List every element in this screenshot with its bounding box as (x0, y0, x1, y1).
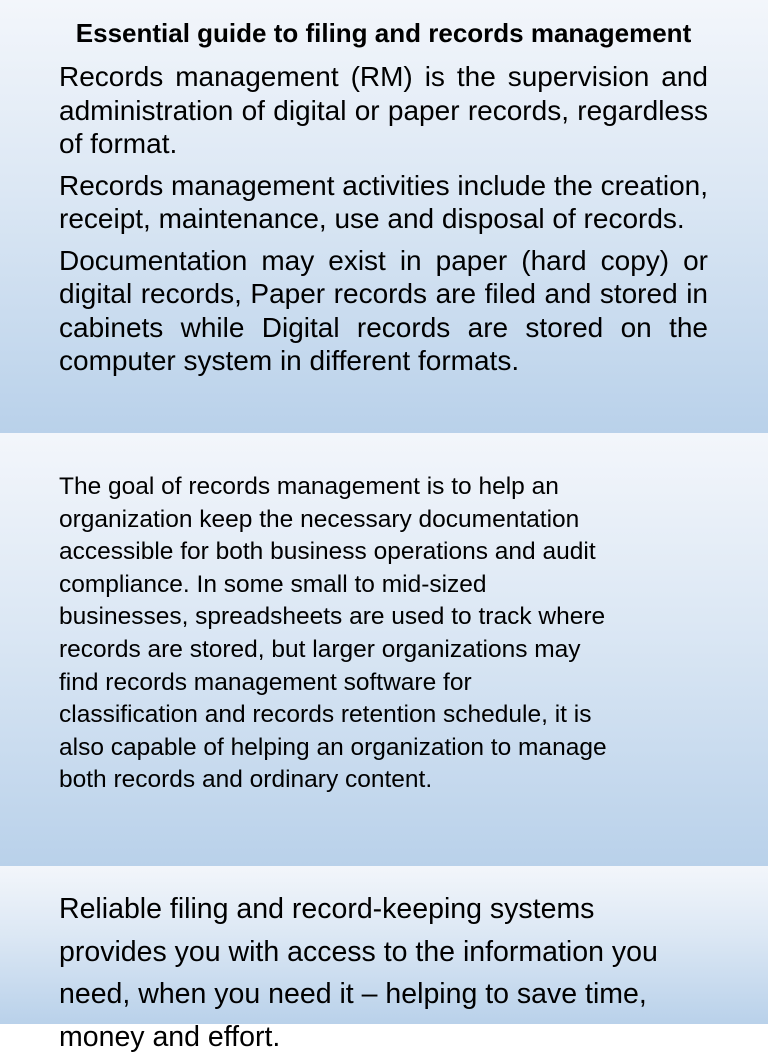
paragraph-goal: The goal of records management is to help an organization keep the necessary documentation accessible for both business operations and audit compliance. In some small to mid-sized businesses, spreadsheets are used to track where records are stored, but larger organizations may find records management software for classification and records retention schedule, it is also capable of helping an organization to manage both records and ordinary content. (59, 473, 607, 794)
paragraph-documentation: Documentation may exist in paper (hard copy) or digital records, Paper records are filed and stored in cabinets while Digital records are stored on the computer system in different formats. (59, 244, 708, 376)
paragraph-activities: Records management activities include the creation, receipt, maintenance, use and disposal of records. (59, 169, 709, 234)
paragraph-definition: Records management (RM) is the supervision and administration of digital or paper records, regardless of format. (59, 61, 708, 159)
paragraph-reliable-systems: Reliable filing and record-keeping systems provides you with access to the information you need, when you need it – helping to save time, money and effort. (59, 893, 658, 1053)
page-title: Essential guide to filing and records management (75, 18, 692, 48)
slide-3 (0, 866, 768, 1053)
slide-2 (0, 433, 768, 866)
slide-1 (0, 0, 768, 433)
